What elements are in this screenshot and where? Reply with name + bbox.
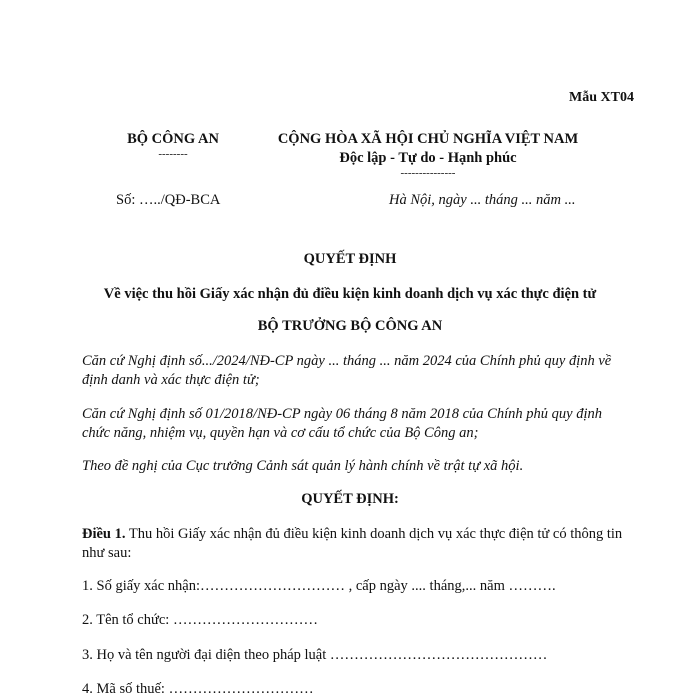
ministry-underline: --------: [158, 148, 188, 160]
item-organization-name: 2. Tên tổ chức: …………………………: [82, 612, 318, 628]
document-type-title: QUYẾT ĐỊNH: [303, 251, 397, 267]
place-and-date: Hà Nội, ngày ... tháng ... năm ...: [389, 192, 576, 208]
issuing-authority: BỘ TRƯỞNG BỘ CÔNG AN: [257, 318, 443, 334]
decision-heading: QUYẾT ĐỊNH:: [301, 491, 399, 507]
document-subject: Về việc thu hồi Giấy xác nhận đủ điều kiện kinh doanh dịch vụ xác thực điện tử: [103, 286, 597, 302]
legal-basis-2: Căn cứ Nghị định số 01/2018/NĐ-CP ngày 06 tháng 8 năm 2018 của Chính phủ quy định chức năng, nhiệm vụ, quyền hạn và cơ cấu tổ chức của Bộ Công an;: [82, 406, 602, 441]
article-1-number: Điều 1.: [82, 526, 126, 542]
item-certificate-number: 1. Số giấy xác nhận:………………………… , cấp ngày .... tháng,... năm ……….: [82, 578, 556, 594]
legal-basis-1: Căn cứ Nghị định số.../2024/NĐ-CP ngày ... tháng ... năm 2024 của Chính phủ quy định về định danh và xác thực điện tử;: [82, 353, 612, 388]
form-code: Mẫu XT04: [569, 90, 634, 105]
item-legal-representative: 3. Họ và tên người đại diện theo pháp luật ………………………………………: [82, 647, 548, 663]
proposal-basis: Theo đề nghị của Cục trưởng Cảnh sát quản lý hành chính về trật tự xã hội.: [82, 458, 524, 474]
article-1: [82, 525, 627, 563]
item-tax-code: 4. Mã số thuế: …………………………: [82, 681, 314, 697]
national-motto: Độc lập - Tự do - Hạnh phúc: [339, 150, 517, 166]
ministry-name: BỘ CÔNG AN: [127, 131, 219, 147]
motto-underline: ---------------: [400, 167, 456, 179]
document-number: Số: …../QĐ-BCA: [116, 192, 221, 208]
article-1-text: Thu hồi Giấy xác nhận đủ điều kiện kinh doanh dịch vụ xác thực điện tử có thông tin như sau:: [82, 526, 623, 561]
national-title: CỘNG HÒA XÃ HỘI CHỦ NGHĨA VIỆT NAM: [277, 131, 579, 147]
